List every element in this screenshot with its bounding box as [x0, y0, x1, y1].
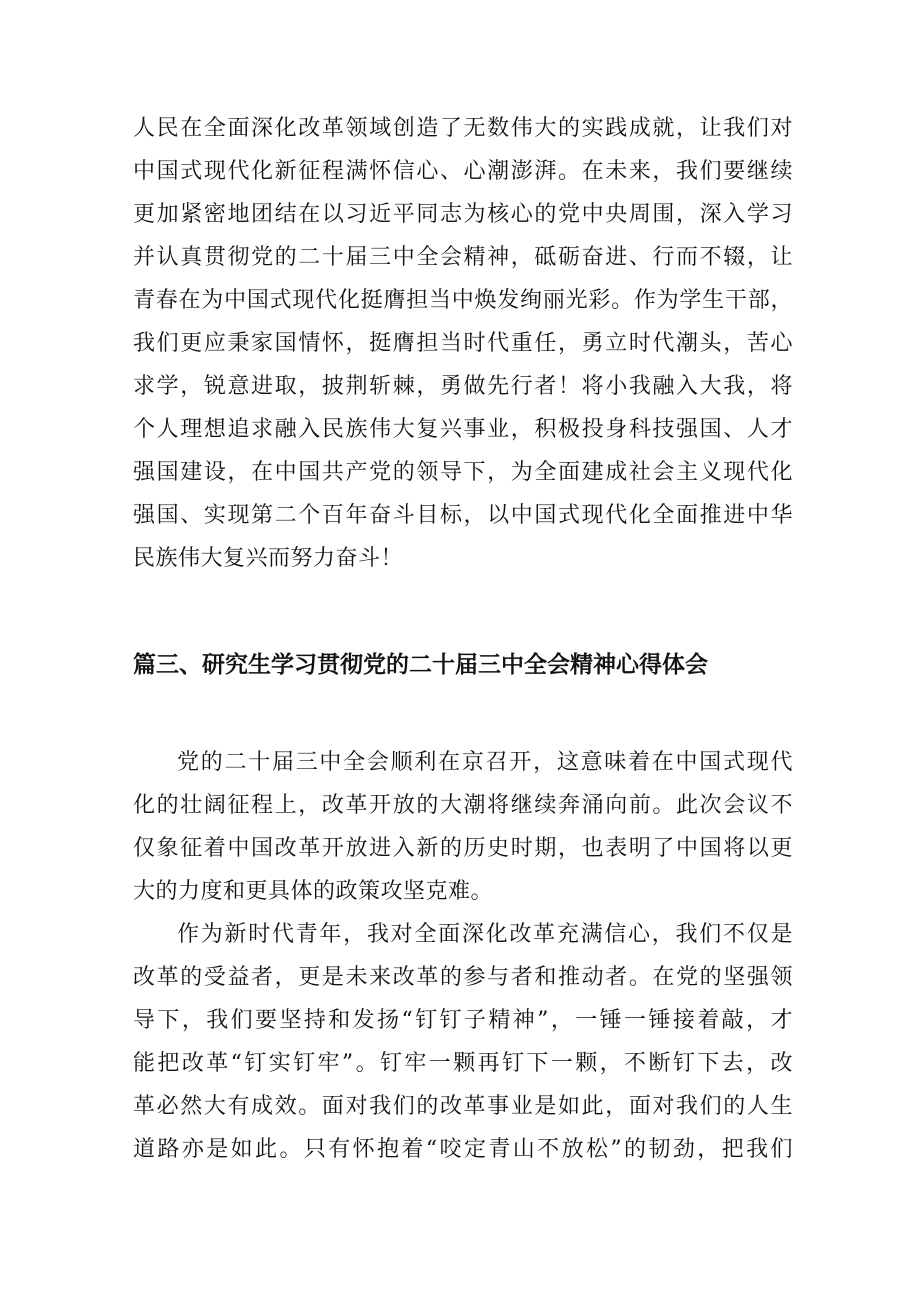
- paragraph-line: 强国、实现第二个百年奋斗目标，以中国式现代化全面推进中华: [133, 503, 793, 528]
- paragraph-line: 青春在为中国式现代化挺膺担当中焕发绚丽光彩。作为学生干部，: [133, 288, 793, 313]
- paragraph-line: 能把改革“钉实钉牢”。钉牢一颗再钉下一颗，不断钉下去，改: [133, 1051, 793, 1076]
- paragraph-line: 改革的受益者，更是未来改革的参与者和推动者。在党的坚强领: [133, 965, 793, 990]
- paragraph-line: 强国建设，在中国共产党的领导下，为全面建成社会主义现代化: [133, 460, 793, 485]
- paragraph-line: 革必然大有成效。面对我们的改革事业是如此，面对我们的人生: [133, 1094, 793, 1119]
- paragraph-line: 民族伟大复兴而努力奋斗！: [133, 546, 404, 571]
- paragraph-line: 个人理想追求融入民族伟大复兴事业，积极投身科技强国、人才: [133, 417, 793, 442]
- paragraph-line: 仅象征着中国改革开放进入新的历史时期，也表明了中国将以更: [133, 836, 793, 861]
- paragraph-line: 人民在全面深化改革领域创造了无数伟大的实践成就，让我们对: [133, 116, 793, 141]
- paragraph-line: 作为新时代青年，我对全面深化改革充满信心，我们不仅是: [177, 922, 793, 947]
- paragraph-line: 导下，我们要坚持和发扬“钉钉子精神”，一锤一锤接着敲，才: [133, 1008, 793, 1033]
- paragraph-line: 我们更应秉家国情怀，挺膺担当时代重任，勇立时代潮头，苦心: [133, 331, 793, 356]
- paragraph-line: 党的二十届三中全会顺利在京召开，这意味着在中国式现代: [177, 750, 793, 775]
- paragraph-line: 并认真贯彻党的二十届三中全会精神，砥砺奋进、行而不辍，让: [133, 245, 793, 270]
- section-heading: 篇三、研究生学习贯彻党的二十届三中全会精神心得体会: [133, 652, 708, 678]
- paragraph-line: 化的壮阔征程上，改革开放的大潮将继续奔涌向前。此次会议不: [133, 793, 793, 818]
- paragraph-line: 中国式现代化新征程满怀信心、心潮澎湃。在未来，我们要继续: [133, 159, 793, 184]
- paragraph-line: 道路亦是如此。只有怀抱着“咬定青山不放松”的韧劲，把我们: [133, 1137, 793, 1162]
- paragraph-line: 更加紧密地团结在以习近平同志为核心的党中央周围，深入学习: [133, 202, 793, 227]
- paragraph-line: 大的力度和更具体的政策攻坚克难。: [133, 879, 494, 904]
- paragraph-line: 求学，锐意进取，披荆斩棘，勇做先行者！将小我融入大我，将: [133, 374, 793, 399]
